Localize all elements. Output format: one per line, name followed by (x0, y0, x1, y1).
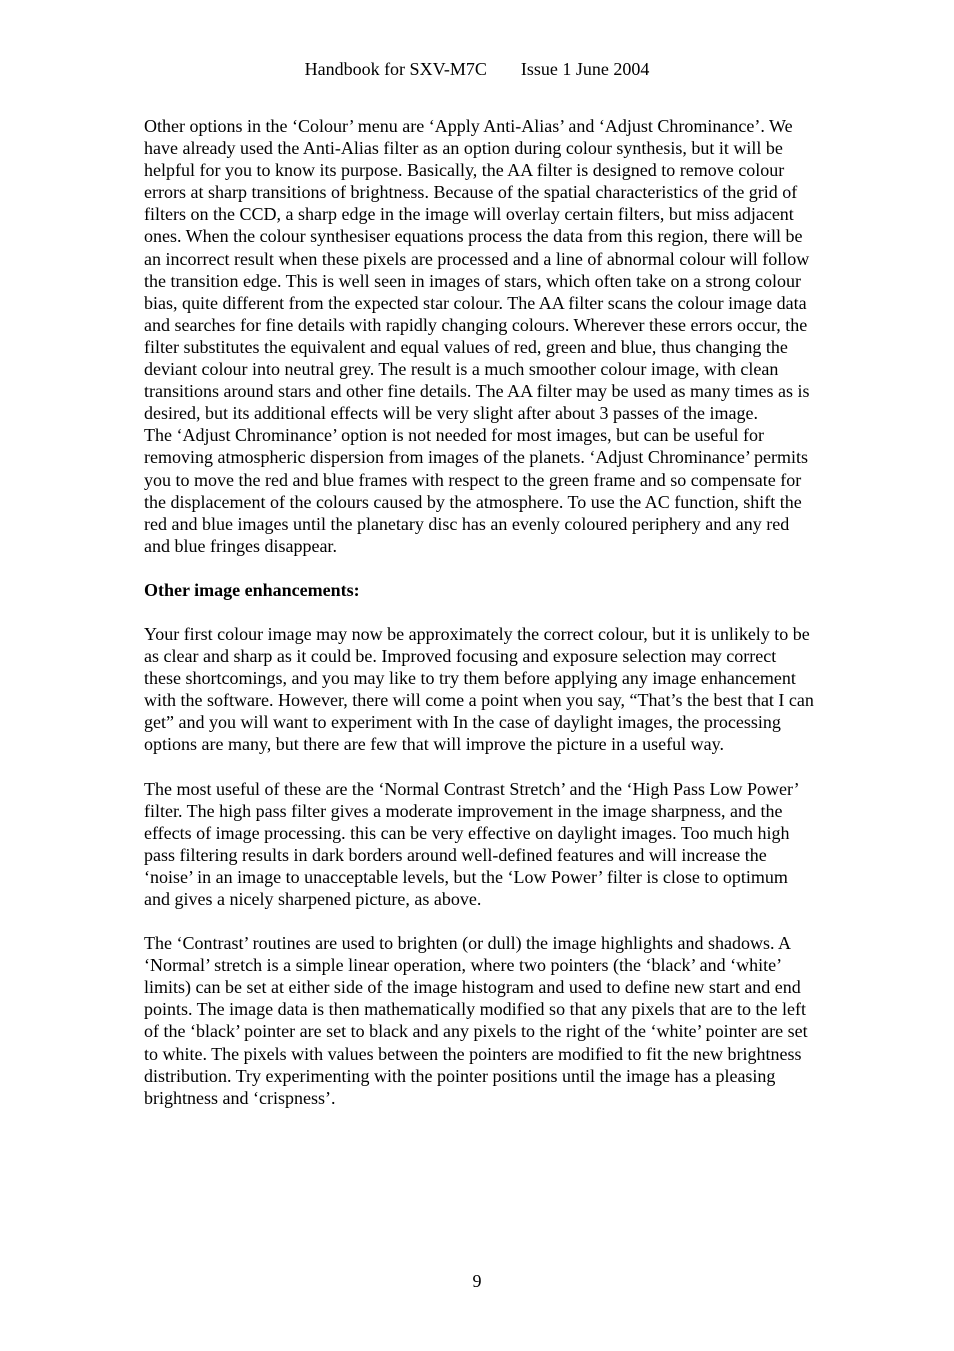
page-number: 9 (472, 1271, 482, 1291)
document-body (144, 115, 816, 1109)
header-issue: Issue 1 June 2004 (520, 59, 650, 79)
paragraph-high-pass: The most useful of these are the ‘Normal Contrast Stretch’ and the ‘High Pass Low Power’ filter. The high pass filter gives a moderate improvement in the image sharpness, and the effects of image processing. this can be very effective on daylight images. Too much high pass filtering results in dark borders around well-defined features and will increase the ‘noise’ in an image to unacceptable levels, but the ‘Low Power’ filter is close to optimum and gives a nicely sharpened picture, as above. (144, 778, 799, 909)
section-heading: Other image enhancements: (144, 579, 360, 600)
paragraph-anti-alias: Other options in the ‘Colour’ menu are ‘Apply Anti-Alias’ and ‘Adjust Chrominance’. We have already used the Anti-Alias filter as an option during colour synthesis, but it will be helpful for you to know its purpose. Basically, the AA filter is designed to remove colour errors at sharp transitions of brightness. Because of the spatial characteristics of the grid of filters on the CCD, a sharp edge in the image will overlay certain filters, but miss adjacent ones. When the colour synthesiser equations process the data from this region, there will be an incorrect result when these pixels are processed and a line of abnormal colour will follow the transition edge. This is well seen in images of stars, which often take on a strong colour bias, quite different from the expected star colour. The AA filter scans the colour image data and searches for fine details with rapidly changing colours. Wherever these errors occur, the filter substitutes the equivalent and equal values of red, green and blue, thus changing the deviant colour into neutral grey. The result is a much smoother colour image, with clean transitions around stars and other fine details. The AA filter may be used as many times as is desired, but its additional effects will be very slight after about 3 passes of the image. (144, 116, 810, 424)
paragraph-adjust-chrominance: The ‘Adjust Chrominance’ option is not needed for most images, but can be useful for removing atmospheric dispersion from images of the planets. ‘Adjust Chrominance’ permits you to move the red and blue frames with respect to the green frame and so compensate for the displacement of the colours caused by the atmosphere. To use the AC function, shift the red and blue images until the planetary disc has an evenly coloured periphery and any red and blue fringes disappear. (144, 425, 809, 556)
header-title: Handbook for SXV-M7C (304, 59, 487, 79)
page-header (0, 58, 954, 80)
paragraph-first-colour-image: Your first colour image may now be approximately the correct colour, but it is unlikely to be as clear and sharp as it could be. Improved focusing and exposure selection may correct these shortcomings, and you may like to try them before applying any image enhancement with the software. However, there will come a point when you say, “That’s the best that I can get” and you will want to experiment with In the case of daylight images, the processing options are many, but there are few that will improve the picture in a useful way. (144, 623, 814, 755)
paragraph-contrast: The ‘Contrast’ routines are used to brighten (or dull) the image highlights and shadows. A ‘Normal’ stretch is a simple linear operation, where two pointers (the ‘black’ and ‘white’ limits) can be set at either side of the image histogram and used to define new start and end points. The image data is then mathematically modified so that any pixels that are to the left of the ‘black’ pointer are set to black and any pixels to the right of the ‘white’ pointer are set to white. The pixels with values between the pointers are modified to fit the new brightness distribution. Try experimenting with the pointer positions until the image has a pleasing brightness and ‘crispness’. (144, 933, 808, 1108)
